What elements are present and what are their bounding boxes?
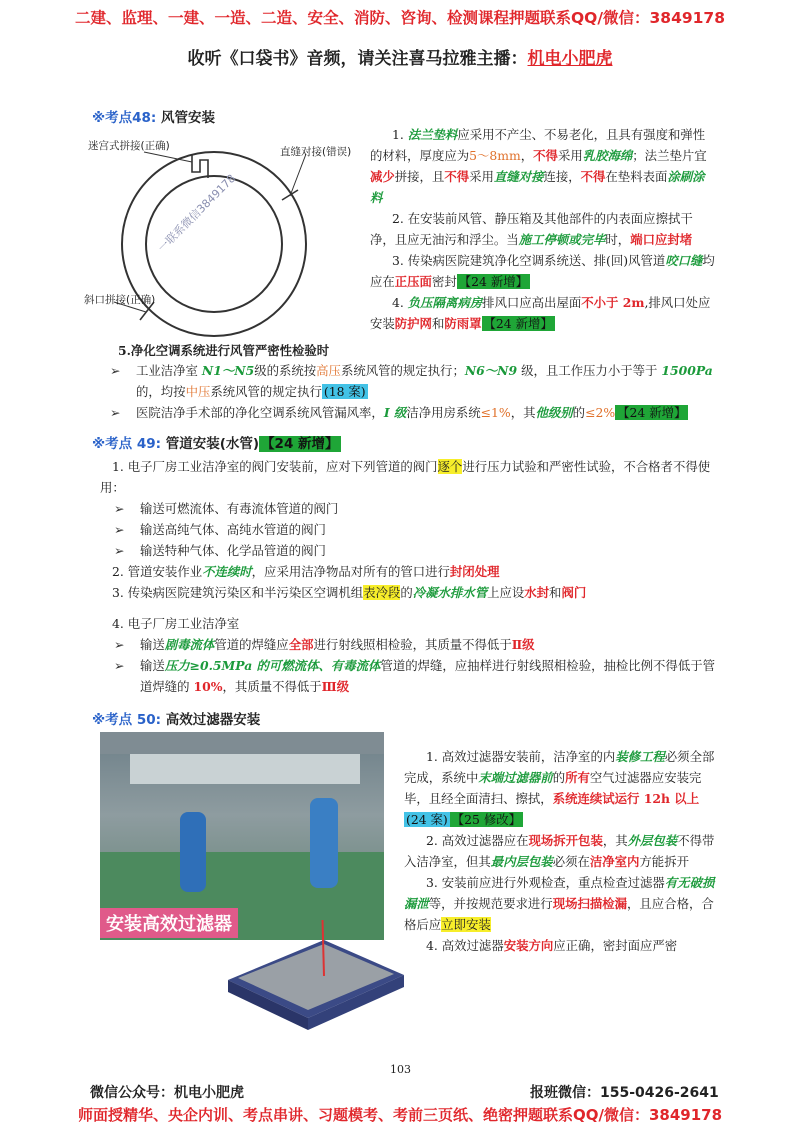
plain-text-run: 2. 在安装前风管、静压箱及其他部件的内表面应擦拭干净，且应无油污和浮尘。当 [370,211,693,247]
green-it-text-run: Ⅰ 级 [383,405,407,420]
orange-text-run: 高压 [316,363,341,378]
promo-banner-bottom: 师面授精华、央企内训、考点串讲、习题模考、考前三页纸、绝密押题联系QQ/微信：3849178 [77,1106,723,1124]
orange-text-run: ≤2% [585,405,616,420]
plain-text-run: 方能拆开 [639,854,689,869]
plain-text-run: 的 [552,770,566,785]
kp49-title [92,432,341,452]
plain-text-run: 2. 管道安装作业 [112,564,203,579]
green-it-text-run: N1～N5 [201,363,255,378]
tag-blue-text-run: (24 案) [406,812,448,827]
red-text-run: 水封 [524,585,550,600]
kp48-items [370,124,715,334]
tag-green-text-run: 【25 修改】 [451,812,522,827]
kp48-item5-title: 5.净化空调系统进行风管严密性检验时 [118,343,330,358]
plain-text-run: 采用 [557,148,583,163]
green-it-text-run: 直缝对接 [493,169,544,184]
kp49-bullet-2-text: 输送高纯气体、高纯水管道的阀门 [140,522,326,537]
red-text-run: 现场扫描检漏 [552,896,628,911]
kp50-item-2 [404,830,720,872]
red-text-run: 不得 [580,169,606,184]
worker-2 [310,798,338,888]
plain-text-run: 4. [392,295,408,310]
plain-text-run: 输送 [140,637,165,652]
plain-text-run: 应正确，密封面应严密 [553,938,678,953]
plain-text-run: 和 [549,585,562,600]
arrow-bullet-icon: ➢ [114,658,125,673]
plain-text-run: ,排风口处应安装 [370,295,711,331]
plain-text-run: 必须在 [552,854,590,869]
green-it-text-run: 装修工程 [615,749,665,764]
kp49-b2-2 [100,655,720,697]
plain-text-run: 的 [400,585,413,600]
page-number: 103 [390,1063,411,1076]
green-it-text-run: 有无破损漏泄 [404,875,715,911]
plain-text-run: 采用 [469,169,494,184]
kp50-title-text: 高效过滤器安装 [161,712,261,728]
red-text-run: 不小于 2m [581,295,645,310]
red-text-run: Ⅲ级 [321,679,350,694]
audio-notice [0,44,800,69]
kp50-item-4 [404,935,720,956]
kp49-body [100,456,720,697]
plain-text-run: 在垫料表面 [605,169,668,184]
kp49-tag: 【24 新增】 [261,436,339,452]
plain-text-run: 管道的焊缝，应抽样进行射线照相检验，抽检比例不得低于管道焊缝的 [140,658,715,694]
green-it-text-run: 不连续时 [202,564,252,579]
kp49-bullet-3 [100,540,720,561]
gasket-diagram [84,132,374,342]
plain-text-run: 输送 [140,658,165,673]
plain-text-run: 等，并按规范要求进行 [428,896,553,911]
kp50-items [404,746,720,956]
kp50-star: ※考点 50: [92,712,162,728]
hl-yellow-text-run: 立即安装 [441,917,491,932]
red-text-run: 不得 [444,169,470,184]
kp49-bullet-1-text: 输送可燃流体、有毒流体管道的阀门 [140,501,339,516]
footer-class-wechat: 报班微信：155-0426-2641 [530,1085,719,1101]
plain-text-run: 系统风管的规定执行 [210,384,322,399]
plain-text-run: 工业洁净室 [136,363,202,378]
red-text-run: 防雨罩 [444,316,482,331]
plain-text-run: ，且应合格，合格后应 [404,896,714,932]
green-it-text-run: 他级别 [535,405,573,420]
plain-text-run: 应采用不产尘、不易老化，且具有强度和弹性的材料，厚度应为 [370,127,706,163]
red-text-run: Ⅱ级 [511,637,535,652]
orange-text-run: 中压 [185,384,211,399]
tag-green-text-run: 【24 新增】 [458,274,529,289]
kp49-item-3 [100,582,720,603]
plain-text-run: 4. 高效过滤器 [426,938,504,953]
green-it-text-run: 末端过滤器前 [478,770,553,785]
audio-notice-text: 收听《口袋书》音频，请关注喜马拉雅主播： [187,49,528,69]
red-text-run: 全部 [288,637,314,652]
green-it-text-run: 施工停顿或完毕 [518,232,606,247]
plain-text-run: 的，均按 [136,384,186,399]
kp48-bullet-2 [96,402,716,423]
plain-text-run: 系统风管的规定执行； [340,363,465,378]
hl-yellow-text-run: 逐个 [437,459,463,474]
plain-text-run: 密封 [431,274,457,289]
plain-text-run: 连接， [543,169,581,184]
arrow-bullet-icon: ➢ [110,405,121,420]
kp50-item-1 [404,746,720,830]
plain-text-run: 1. 电子厂房工业洁净室的阀门安装前，应对下列管道的阀门 [112,459,438,474]
plain-text-run: ，其 [510,405,536,420]
red-text-run: 系统连续试运行 12h 以上 [552,791,700,806]
plain-text-run: 2. 高效过滤器应在 [426,833,529,848]
plain-text-run: 1. [392,127,408,142]
orange-text-run: 5～8mm [469,148,521,163]
green-it-text-run: 最内层包装 [490,854,553,869]
plain-text-run: ；法兰垫片宜 [632,148,707,163]
filter-svg [214,920,414,1040]
green-it-text-run: N6～N9 [464,363,518,378]
promo-banner-top: 二建、监理、一建、一造、二造、安全、消防、咨询、检测课程押题联系QQ/微信：3849178 [74,9,725,27]
kp48-bullet-1 [96,360,716,402]
kp49-b2-1 [100,634,720,655]
plain-text-run: ，应采用洁净物品对所有的管口进行 [251,564,450,579]
kp49-star: ※考点 49: [92,436,162,452]
kp49-bullet-2 [100,519,720,540]
plain-text-run: 时， [605,232,631,247]
plain-text-run: 管道的焊缝应 [214,637,289,652]
worker-1 [180,812,206,892]
kp49-bullet-3-text: 输送特种气体、化学品管道的阀门 [140,543,326,558]
green-it-text-run: 压力≥0.5MPa 的可燃流体、有毒流体 [164,658,381,673]
kp49-title-text: 管道安装(水管) [161,436,260,452]
plain-text-run: 医院洁净手术部的净化空调系统风管漏风率， [136,405,384,420]
red-text-run: 10% [193,679,223,694]
installation-photo [100,732,384,940]
green-it-text-run: 外层包装 [627,833,678,848]
red-text-run: 阀门 [561,585,587,600]
arrow-bullet-icon: ➢ [114,543,125,558]
red-text-run: 所有 [565,770,590,785]
kp50-title [92,708,260,728]
ceiling-rail [100,732,384,754]
red-text-run: 不得 [533,148,558,163]
tag-green-text-run: 【24 新增】 [617,405,687,420]
red-text-run: 正压面 [394,274,432,289]
green-it-text-run: 1500Pa [661,363,713,378]
plain-text-run: 3. 传染病医院建筑净化空调系统送、排(回)风管道 [392,253,666,268]
red-text-run: 封闭处理 [449,564,500,579]
plain-text-run: 级的系统按 [254,363,317,378]
green-it-text-run: 乳胶海绵 [582,148,633,163]
plain-text-run: 进行射线照相检验，其质量不得低于 [313,637,512,652]
arrow-bullet-icon: ➢ [114,522,125,537]
kp48-star: ※考点48: [92,110,157,126]
plain-text-run: 级，且工作压力小于等于 [517,363,662,378]
green-it-text-run: 涂刷涂料 [370,169,705,205]
kp48-item-3 [370,250,715,292]
kp48-title [92,106,215,126]
orange-text-run: ≤1% [480,405,511,420]
red-text-run: 现场拆开包装 [528,833,603,848]
red-text-run: 洁净室内 [589,854,640,869]
kp49-item-4-title: 4. 电子厂房工业洁净室 [112,616,240,631]
label-straight: 直缝对接(错误) [280,146,352,158]
kp48-item-1 [370,124,715,208]
plain-text-run: 1. 高效过滤器安装前，洁净室的内 [426,749,616,764]
green-it-text-run: 冷凝水排水管 [412,585,488,600]
plain-text-run: 洁净用房系统 [406,405,481,420]
plain-text-run: 排风口应高出屋面 [482,295,582,310]
plain-text-run: 进行压力试验和严密性试验，不合格者不得使用： [100,459,711,495]
footer-wechat-account: 微信公众号：机电小肥虎 [90,1085,244,1101]
kp49-item-1 [100,456,720,498]
arrow-bullet-icon: ➢ [114,637,125,652]
plain-text-run: 上应设 [487,585,525,600]
green-it-text-run: 咬口缝 [665,253,703,268]
plain-text-run: 拼接，且 [394,169,445,184]
plain-text-run: 不得带入洁净室，但其 [404,833,715,869]
green-it-text-run: 法兰垫料 [407,127,458,142]
plain-text-run: 必须全部完成，系统中 [404,749,715,785]
kp48-bullets [96,360,716,423]
kp48-item-4 [370,292,715,334]
green-it-text-run: 负压隔离病房 [407,295,483,310]
photo-caption: 安装高效过滤器 [100,908,238,938]
tag-blue-text-run: (18 案) [323,384,366,399]
tag-green-text-run: 【24 新增】 [483,316,553,331]
red-text-run: 防护网 [394,316,432,331]
plain-text-run: 和 [431,316,445,331]
kp49-item-2 [100,561,720,582]
watermark: 一联系微信3849178 [155,171,239,255]
hl-yellow-text-run: 表冷段 [363,585,401,600]
plain-text-run: 的 [572,405,586,420]
red-text-run: 端口应封堵 [630,232,693,247]
plain-text-run: 3. 传染病医院建筑污染区和半污染区空调机组 [112,585,364,600]
label-slanted: 斜口拼接(正确) [84,294,156,306]
kp48-title-text: 风管安装 [156,110,216,126]
plain-text-run: 3. 安装前应进行外观检查，重点检查过滤器 [426,875,665,890]
arrow-bullet-icon: ➢ [114,501,125,516]
label-labyrinth: 迷宫式拼接(正确) [88,140,170,152]
plain-text-run: ，其质量不得低于 [222,679,322,694]
anchor-name: 机电小肥虎 [527,49,613,69]
green-it-text-run: 剧毒流体 [164,637,215,652]
filter-illustration [214,920,414,1040]
arrow-bullet-icon: ➢ [110,363,121,378]
plain-text-run: 空气过滤器应安装完毕，且经全面清扫、擦拭， [404,770,702,806]
red-text-run: 安装方向 [503,938,554,953]
red-text-run: 减少 [370,169,395,184]
plain-text-run: 均应在 [370,253,715,289]
plain-text-run: ，其 [602,833,628,848]
ceiling-panel [130,754,360,784]
plain-text-run: ， [520,148,534,163]
kp49-bullet-1 [100,498,720,519]
kp48-item-2 [370,208,715,250]
gasket-ring-svg [84,132,374,342]
kp50-item-3 [404,872,720,935]
